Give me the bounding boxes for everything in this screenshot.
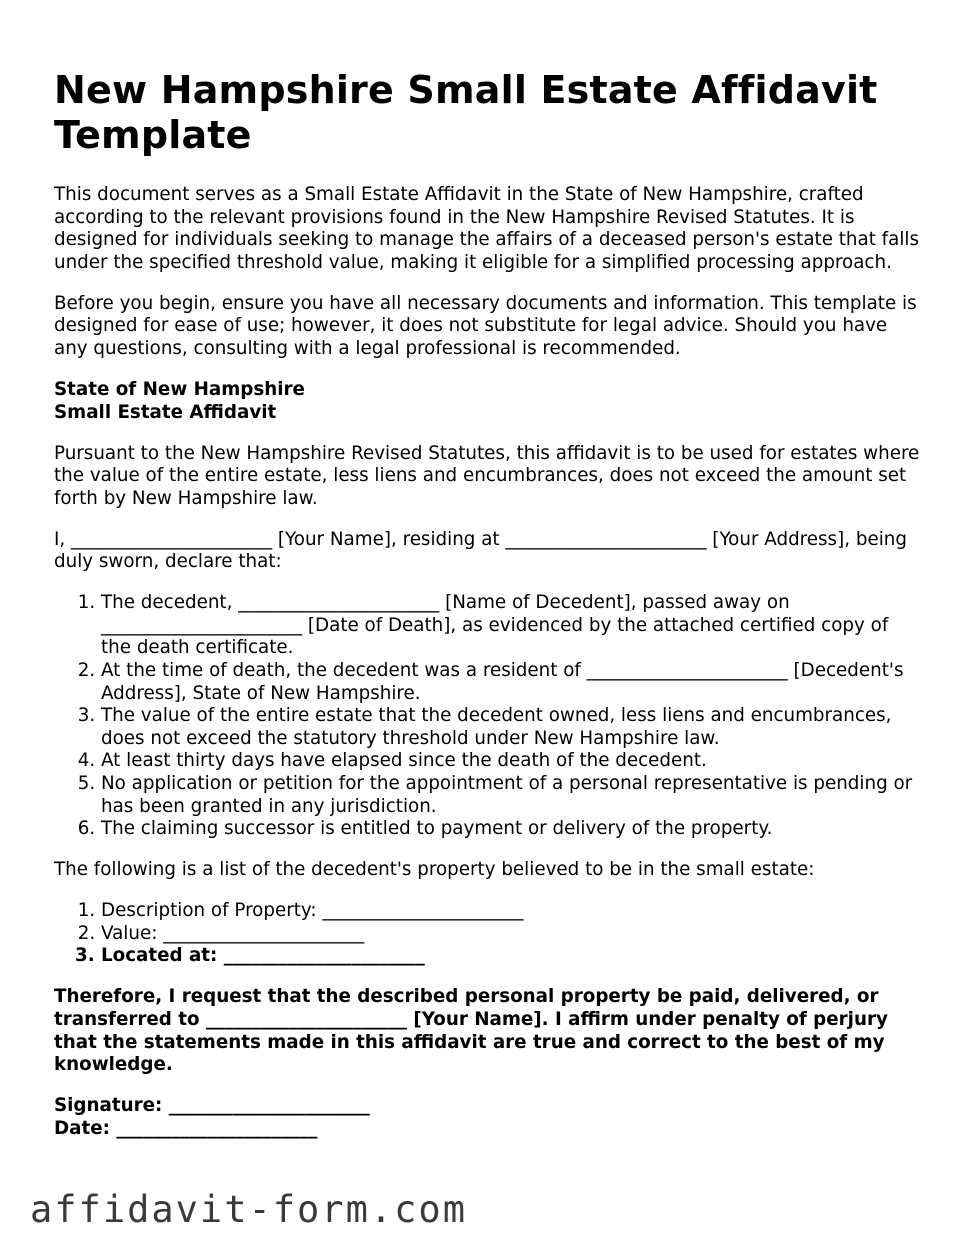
list-item: 3. Located at: ______________________: [101, 945, 924, 968]
property-list: [54, 900, 924, 968]
list-item: 1. Description of Property: ______________________: [101, 900, 924, 923]
pursuant-paragraph: Pursuant to the New Hampshire Revised Statutes, this affidavit is to be used for estates where the value of the entire estate, less liens and encumbrances, does not exceed the amount set forth by New Hampshire law.: [54, 442, 920, 509]
list-item: 6. The claiming successor is entitled to payment or delivery of the property.: [101, 818, 924, 841]
document-page: [54, 68, 924, 1159]
intro-paragraph: This document serves as a Small Estate Affidavit in the State of New Hampshire, crafted according to the relevant provisions found in the New Hampshire Revised Statutes. It is designed for individuals seeking to manage the affairs of a deceased person's estate that falls under the specified threshold value, making it eligible for a simplified processing approach.: [54, 184, 920, 273]
list-item: 2. Value: ______________________: [101, 923, 924, 946]
heading-form-name: Small Estate Affidavit: [54, 401, 277, 423]
declaration-paragraph: I, ______________________ [Your Name], residing at ______________________ [Your Address], being duly sworn, declare that:: [54, 528, 907, 573]
signature-line: Signature: ______________________: [54, 1095, 370, 1117]
heading-state: State of New Hampshire: [54, 378, 305, 400]
list-item: 3. The value of the entire estate that the decedent owned, less liens and encumbrances, does not exceed the statutory threshold under New Hampshire law.: [101, 705, 924, 750]
before-paragraph: Before you begin, ensure you have all necessary documents and information. This template is designed for ease of use; however, it does not substitute for legal advice. Should you have any questions, consulting with a legal professional is recommended.: [54, 292, 917, 359]
property-intro: The following is a list of the decedent's property believed to be in the small estate:: [54, 859, 815, 881]
document-title: New Hampshire Small Estate Affidavit Template: [54, 68, 878, 157]
list-item: 4. At least thirty days have elapsed since the death of the decedent.: [101, 750, 924, 773]
signature-block: [54, 1095, 924, 1140]
list-item: 1. The decedent, ______________________ [Name of Decedent], passed away on ______________________ [Date of Death], as evidenced by the attached certified copy of the death certificate.: [101, 592, 924, 660]
therefore-paragraph: Therefore, I request that the described personal property be paid, delivered, or transferred to ______________________ [Your Name]. I affirm under penalty of perjury that the statements made in this affidavit are true and correct to the best of my knowledge.: [54, 986, 888, 1076]
watermark: affidavit-form.com: [30, 1188, 467, 1231]
list-item: 5. No application or petition for the appointment of a personal representative is pending or has been granted in any jurisdiction.: [101, 773, 924, 818]
affidavit-heading: [54, 379, 924, 424]
declarations-list: [54, 592, 924, 841]
date-line: Date: ______________________: [54, 1117, 318, 1139]
list-item: 2. At the time of death, the decedent was a resident of ______________________ [Decedent's Address], State of New Hampshire.: [101, 660, 924, 705]
